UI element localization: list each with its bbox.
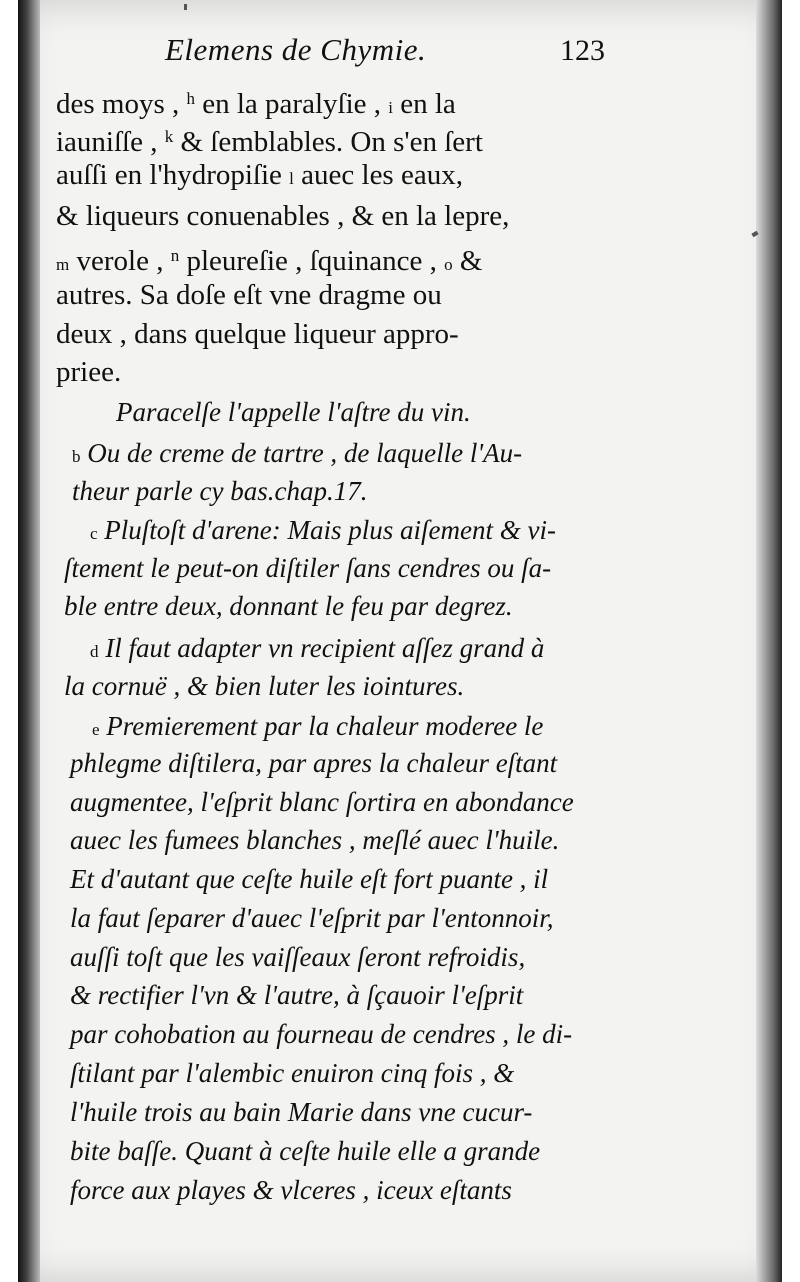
text-segment: en la (392, 88, 456, 120)
note-text: la faut ſeparer d'auec l'eſprit par l'entonnoir, (70, 903, 554, 933)
text-segment: en la paralyſie , (195, 88, 389, 120)
note-line (70, 1171, 512, 1209)
text-segment: & ſemblables. On s'en ſert (173, 126, 483, 158)
note-text: force aux playes & vlceres , iceux eſtants (70, 1175, 512, 1205)
note-text: Premierement par la chaleur moderee le (106, 711, 544, 741)
page-gutter-shadow (18, 0, 40, 1282)
note-text: Il faut adapter vn recipient aſſez grand à (105, 633, 545, 663)
note-mark: l (289, 169, 294, 188)
note-line (70, 744, 557, 782)
ink-speck (184, 4, 187, 10)
page-edge-shadow (756, 0, 782, 1282)
note-mark: e (92, 720, 100, 739)
running-head: Elemens de Chymie. (165, 32, 427, 67)
text-segment: des moys , (56, 88, 187, 120)
text-segment: pleureſie , ſquinance , (179, 245, 445, 277)
note-line (72, 434, 522, 476)
note-line (70, 1132, 540, 1170)
note-text: bite baſſe. Quant à ceſte huile elle a grande (70, 1136, 541, 1166)
note-line (70, 938, 525, 976)
note-mark: m (56, 255, 70, 274)
note-line (90, 629, 544, 671)
text-segment: auec les eaux, (293, 159, 463, 191)
text-segment: autres. Sa doſe eſt vne dragme ou (56, 279, 442, 311)
note-text: theur parle cy bas.chap.17. (72, 476, 368, 506)
note-mark: n (170, 246, 180, 265)
note-text: & rectifier l'vn & l'autre, à ſçauoir l'eſprit (70, 980, 524, 1010)
note-text: ble entre deux, donnant le feu par degrez. (64, 591, 513, 621)
note-line (70, 976, 523, 1014)
note-mark: d (90, 642, 99, 661)
text-segment: priee. (56, 356, 122, 388)
note-text: Ou de creme de tartre , de laquelle l'Au- (87, 438, 523, 468)
note-text: la cornuë , & bien luter les iointures. (64, 671, 465, 701)
note-line (72, 472, 367, 510)
note-text: Et d'autant que ceſte huile eſt fort puante , il (70, 864, 549, 894)
note-mark: h (186, 89, 195, 108)
note-line (70, 899, 554, 937)
note-text: Paracelſe l'appelle l'aſtre du vin. (116, 397, 471, 427)
note-line (70, 1015, 572, 1053)
note-text: auſſi toſt que les vaiſſeaux ſeront refroidis, (70, 942, 526, 972)
note-mark: k (164, 127, 174, 146)
text-segment: deux , dans quelque liqueur appro- (56, 318, 459, 350)
note-mark: i (388, 98, 393, 117)
note-line (70, 1054, 514, 1092)
note-mark: o (444, 255, 453, 274)
note-text: l'huile trois au bain Marie dans vne cucur- (70, 1097, 533, 1127)
note-text: auec les fumees blanches , meſlé auec l'huile. (70, 825, 560, 855)
text-segment: verole , (69, 245, 171, 277)
note-text: ſtilant par l'alembic enuiron cinq fois , & (70, 1058, 515, 1088)
note-line (70, 821, 559, 859)
note-text: Pluſtoſt d'arene: Mais plus aiſement & vi- (104, 515, 556, 545)
text-segment: iauniſſe , (56, 126, 165, 158)
text-segment: & (452, 245, 483, 277)
note-text: ſtement le peut-on diſtiler ſans cendres ou ſa- (64, 553, 552, 583)
note-text: par cohobation au fourneau de cendres , le di- (70, 1019, 573, 1049)
note-line (90, 511, 556, 553)
text-line (56, 197, 509, 235)
note-line (70, 860, 548, 898)
text-segment: & liqueurs conuenables , & en la lepre, (56, 200, 510, 232)
text-line (56, 118, 483, 161)
text-line (56, 315, 459, 353)
note-mark: b (72, 447, 81, 466)
note-mark: c (90, 524, 98, 543)
note-line (64, 549, 551, 587)
note-line (70, 1093, 532, 1131)
note-line (64, 667, 464, 705)
page-number: 123 (560, 34, 605, 67)
note-line (116, 393, 471, 431)
note-text: phlegme diſtilera, par apres la chaleur eſtant (70, 748, 558, 778)
text-segment: auſſi en l'hydropiſie (56, 159, 290, 191)
note-line (64, 587, 513, 625)
note-line (70, 783, 574, 821)
text-line (56, 156, 463, 198)
note-line (92, 707, 543, 749)
text-line (56, 353, 121, 391)
text-line (56, 276, 442, 314)
note-text: augmentee, l'eſprit blanc ſortira en abondance (70, 787, 574, 817)
